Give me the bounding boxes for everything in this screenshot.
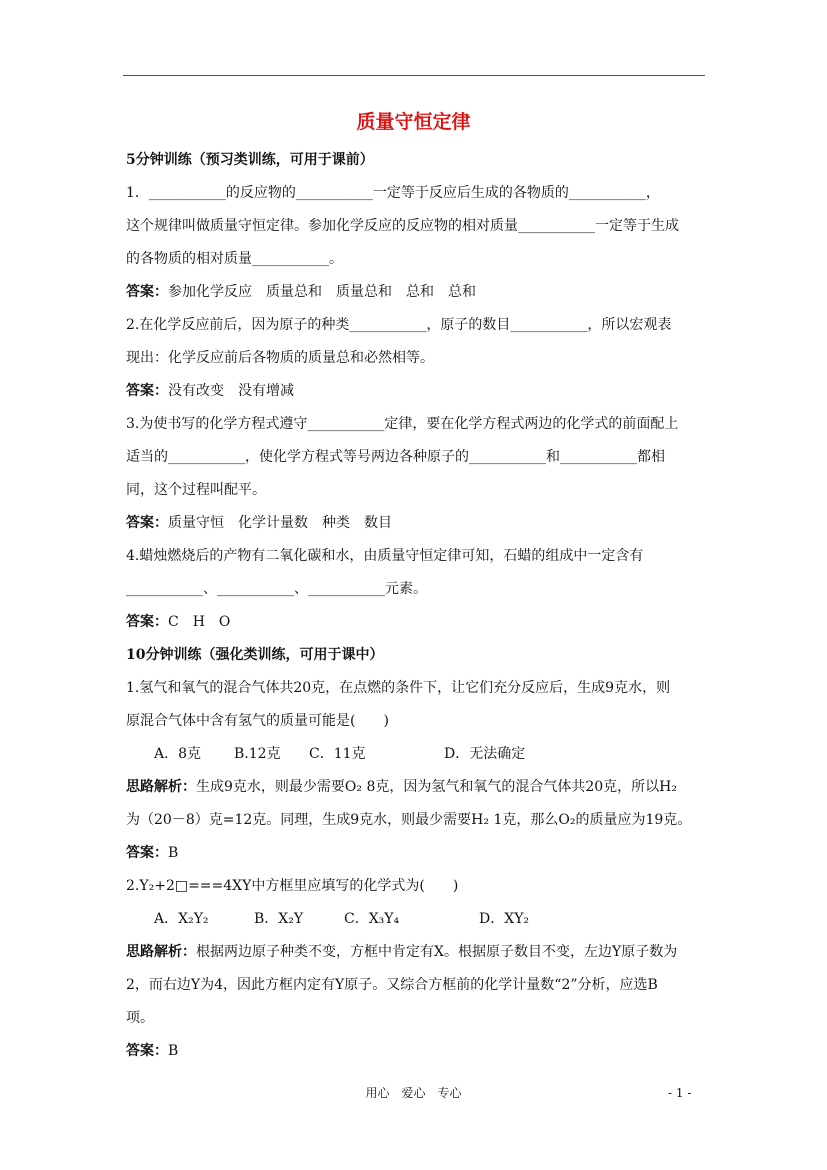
question-2-line-2: 现出：化学反应前后各物质的质量总和必然相等。 <box>126 350 434 366</box>
page-number: - 1 - <box>668 1086 692 1100</box>
answer-label: 答案： <box>126 383 168 399</box>
explanation-text: 根据两边原子种类不变，方框中肯定有X。根据原子数目不变，左边Y原子数为 <box>196 944 678 960</box>
problem-2-answer <box>126 1035 706 1068</box>
answer-text: 没有改变 没有增减 <box>168 383 294 399</box>
question-4-line-2: ___________、___________、___________元素。 <box>126 581 427 597</box>
explanation-text: 生成9克水，则最少需要O₂ 8克，因为氢气和氧气的混合气体共20克，所以H₂ <box>196 779 677 795</box>
question-3-line-1: 3.为使书写的化学方程式遵守___________定律，要在化学方程式两边的化学式的前面配上 <box>126 416 679 432</box>
header-rule <box>123 75 705 76</box>
answer-label: 答案： <box>126 1043 168 1059</box>
section-heading-10min: 10分钟训练（强化类训练，可用于课中） <box>126 647 384 663</box>
question-1-line-3: 的各物质的相对质量___________。 <box>126 251 343 267</box>
problem-1-line-2: 原混合气体中含有氢气的质量可能是( ) <box>126 713 389 729</box>
explanation-label: 思路解析： <box>126 779 196 795</box>
answer-text: 参加化学反应 质量总和 质量总和 总和 总和 <box>168 284 476 300</box>
question-2-line-1: 2.在化学反应前后，因为原子的种类___________，原子的数目___________，所以宏观表 <box>126 317 672 333</box>
question-3-line-3: 同，这个过程叫配平。 <box>126 482 266 498</box>
answer-2 <box>126 375 706 408</box>
option-b: B．X₂Y <box>254 911 304 927</box>
answer-1 <box>126 276 706 309</box>
problem-1-answer <box>126 837 706 870</box>
problem-2-options <box>126 903 706 936</box>
option-d: D．无法确定 <box>444 746 526 762</box>
answer-text: B <box>168 1043 179 1059</box>
option-c: C．11克 <box>309 746 366 762</box>
answer-label: 答案： <box>126 515 168 531</box>
footer-slogan: 用心 爱心 专心 <box>365 1086 462 1100</box>
problem-2-explanation-line-3: 项。 <box>126 1010 154 1026</box>
answer-label: 答案： <box>126 284 168 300</box>
answer-text: B <box>168 845 179 861</box>
question-1-line-1: 1．___________的反应物的___________一定等于反应后生成的各物质的___________， <box>126 185 660 201</box>
problem-1-explanation-line-1 <box>126 771 706 804</box>
problem-1-options <box>126 738 706 771</box>
section-heading-5min: 5分钟训练（预习类训练，可用于课前） <box>126 152 374 168</box>
explanation-label: 思路解析： <box>126 944 196 960</box>
problem-1-explanation-line-2: 为（20－8）克=12克。同理，生成9克水，则最少需要H₂ 1克，那么O₂的质量应为19克。 <box>126 812 692 828</box>
answer-3 <box>126 507 706 540</box>
problem-2-explanation-line-2: 2，而右边Y为4，因此方框内定有Y原子。又综合方框前的化学计量数“2”分析，应选B <box>126 977 658 993</box>
page-footer <box>0 1083 827 1103</box>
answer-label: 答案： <box>126 845 168 861</box>
answer-text: C H O <box>168 614 231 630</box>
page-title: 质量守恒定律 <box>356 111 471 133</box>
problem-2-explanation-line-1 <box>126 936 706 969</box>
option-b: B.12克 <box>234 746 281 762</box>
option-c: C．X₃Y₄ <box>344 911 400 927</box>
answer-text: 质量守恒 化学计量数 种类 数目 <box>168 515 392 531</box>
option-a: A．8克 <box>154 746 202 762</box>
option-a: A．X₂Y₂ <box>154 911 209 927</box>
document-body <box>126 144 706 1068</box>
answer-label: 答案： <box>126 614 168 630</box>
question-4-line-1: 4.蜡烛燃烧后的产物有二氧化碳和水，由质量守恒定律可知，石蜡的组成中一定含有 <box>126 548 644 564</box>
option-d: D．XY₂ <box>479 911 530 927</box>
answer-4 <box>126 606 706 639</box>
problem-2-line-1: 2.Y₂+2□===4XY中方框里应填写的化学式为( ) <box>126 878 459 894</box>
question-3-line-2: 适当的___________，使化学方程式等号两边各种原子的___________和___________都相 <box>126 449 665 465</box>
problem-1-line-1: 1.氢气和氧气的混合气体共20克，在点燃的条件下，让它们充分反应后，生成9克水，则 <box>126 680 671 696</box>
question-1-line-2: 这个规律叫做质量守恒定律。参加化学反应的反应物的相对质量___________一定等于生成 <box>126 218 679 234</box>
